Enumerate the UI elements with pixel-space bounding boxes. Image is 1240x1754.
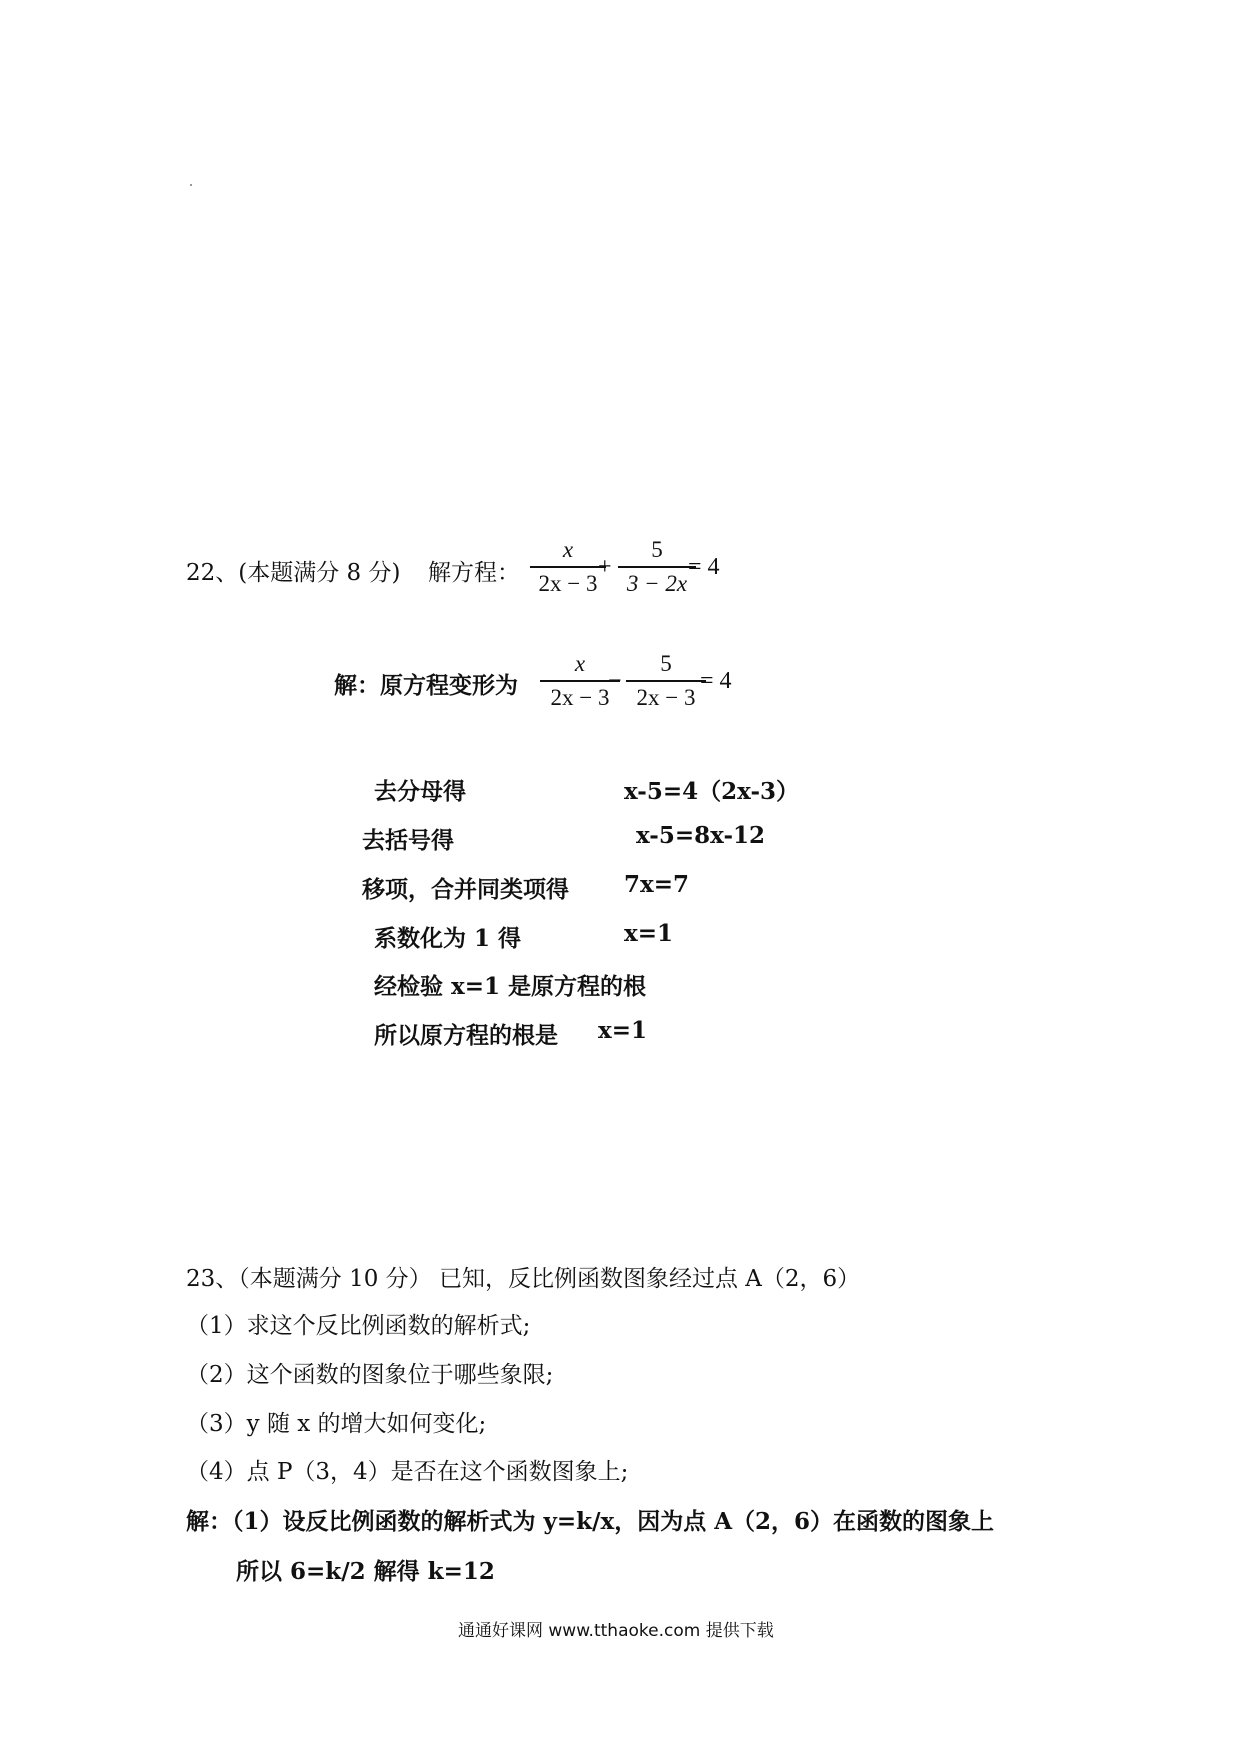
q23-part-4: （4）点 P（3，4）是否在这个函数图象上; xyxy=(186,1459,629,1485)
q23-part-1: （1）求这个反比例函数的解析式; xyxy=(186,1313,531,1339)
q22-check: 经检验 x=1 是原方程的根 xyxy=(374,973,647,1000)
scan-speck xyxy=(190,184,192,186)
fraction-numerator: x xyxy=(574,651,586,676)
q22-eq-plus: + xyxy=(598,554,612,580)
fraction-bar xyxy=(530,566,606,568)
fraction-bar xyxy=(618,566,696,568)
q22-prompt: 解方程： xyxy=(428,560,520,586)
q22-eq-fraction-1 xyxy=(530,536,606,598)
fraction-denominator: 3 − 2x xyxy=(626,571,688,596)
q23-part-3: （3）y 随 x 的增大如何变化; xyxy=(186,1411,487,1437)
fraction-denominator: 2x − 3 xyxy=(538,571,598,596)
fraction-denominator: 2x − 3 xyxy=(550,685,610,710)
q22-eq-rhs: = 4 xyxy=(688,554,720,580)
q22-solution-rhs: = 4 xyxy=(700,668,732,694)
fraction-denominator: 2x − 3 xyxy=(636,685,696,710)
q22-step-3-label: 移项，合并同类项得 xyxy=(362,876,569,903)
q22-step-3-value: 7x=7 xyxy=(624,871,689,898)
q22-step-2-label: 去括号得 xyxy=(362,827,454,854)
q23-solution-line-2: 所以 6=k/2 解得 k=12 xyxy=(236,1558,495,1585)
q23-header: 23、（本题满分 10 分） 已知，反比例函数图象经过点 A（2，6） xyxy=(186,1266,861,1292)
q22-header: 22、(本题满分 8 分) xyxy=(186,560,401,586)
fraction-numerator: 5 xyxy=(651,537,663,562)
q22-conclusion: 所以原方程的根是 xyxy=(374,1022,558,1049)
page-footer: 通通好课网 www.tthaoke.com 提供下载 xyxy=(458,1621,774,1641)
q22-step-2-value: x-5=8x-12 xyxy=(636,822,765,849)
q22-step-1-label: 去分母得 xyxy=(374,778,466,805)
q22-step-4-label: 系数化为 1 得 xyxy=(374,925,522,952)
fraction-numerator: x xyxy=(562,537,574,562)
q23-part-2: （2）这个函数的图象位于哪些象限; xyxy=(186,1362,554,1388)
q22-conclusion-value: x=1 xyxy=(598,1017,647,1044)
fraction-numerator: 5 xyxy=(660,651,672,676)
q22-eq-fraction-2 xyxy=(618,536,696,598)
q22-solution-intro: 解：原方程变形为 xyxy=(334,672,518,699)
q22-solution-fraction-2 xyxy=(626,650,706,712)
q22-solution-minus: − xyxy=(608,668,622,694)
q22-step-4-value: x=1 xyxy=(624,920,673,947)
q22-step-1-value: x-5=4（2x-3） xyxy=(624,778,799,805)
fraction-bar xyxy=(626,680,706,682)
q23-solution-line-1: 解：（1）设反比例函数的解析式为 y=k/x，因为点 A（2，6）在函数的图象上 xyxy=(186,1508,995,1535)
